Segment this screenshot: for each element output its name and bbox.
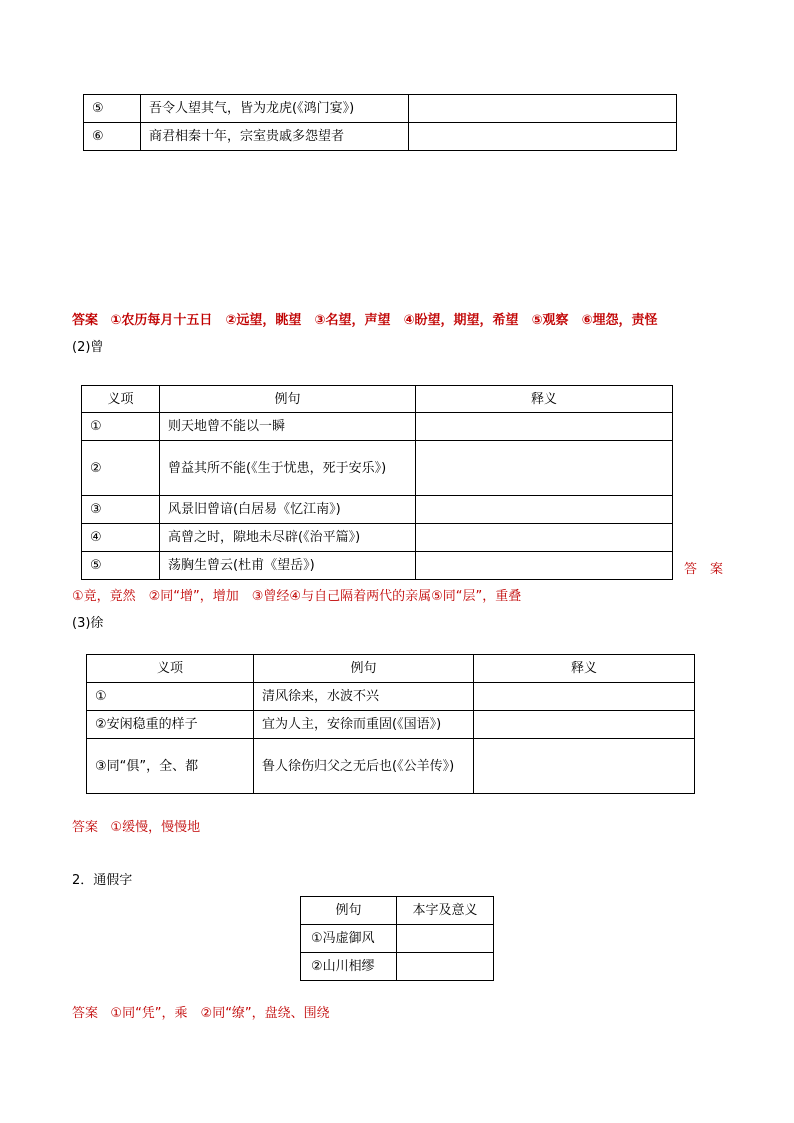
item-number: ⑤ — [84, 95, 141, 123]
meaning-cell — [416, 441, 673, 496]
item-number: ② — [82, 441, 160, 496]
item-number: ②安闲稳重的样子 — [87, 711, 254, 739]
meaning-cell — [416, 413, 673, 441]
meaning-cell — [409, 95, 677, 123]
meaning-cell — [416, 496, 673, 524]
answer-text-ceng: ①竟，竟然 ②同“增”，增加 ③曾经④与自己隔着两代的亲属⑤同“层”，重叠 — [72, 589, 522, 604]
meaning-cell — [474, 739, 695, 794]
item-number: ① — [82, 413, 160, 441]
example-sentence: 荡胸生曾云(杜甫《望岳》) — [160, 552, 416, 580]
table-header-row — [82, 386, 673, 413]
example-sentence: 风景旧曾谙(白居易《忆江南》) — [160, 496, 416, 524]
item-number: ① — [87, 683, 254, 711]
example-sentence: 高曾之时，隙地未尽辟(《治平篇》) — [160, 524, 416, 552]
example-sentence: 则天地曾不能以一瞬 — [160, 413, 416, 441]
answer-label: 答案 — [72, 1006, 99, 1021]
ceng-meaning-table — [81, 385, 673, 580]
table-row — [82, 413, 673, 441]
example-sentence: 鲁人徐伤归父之无后也(《公羊传》) — [254, 739, 474, 794]
meaning-cell — [474, 683, 695, 711]
example-sentence: ②山川相缪 — [301, 953, 397, 981]
item-number: ③同“俱”，全、都 — [87, 739, 254, 794]
meaning-cell — [397, 925, 494, 953]
item-number: ④ — [82, 524, 160, 552]
example-sentence: 商君相秦十年，宗室贵戚多怨望者 — [141, 123, 409, 151]
example-sentence: ①冯虚御风 — [301, 925, 397, 953]
answer-xu — [72, 818, 200, 838]
column-header: 例句 — [301, 897, 397, 925]
column-header: 释义 — [416, 386, 673, 413]
meaning-cell — [416, 524, 673, 552]
column-header: 义项 — [82, 386, 160, 413]
table-row — [82, 441, 673, 496]
example-sentence: 清风徐来，水波不兴 — [254, 683, 474, 711]
table-header-row — [301, 897, 494, 925]
table-row — [82, 524, 673, 552]
answer-label-ceng: 答 案 — [684, 562, 724, 577]
table-row — [87, 711, 695, 739]
meaning-cell — [409, 123, 677, 151]
table-row — [301, 953, 494, 981]
section-heading-ceng: (2)曾 — [72, 340, 104, 355]
table-row — [84, 123, 677, 151]
answer-text: ①同“凭”，乘 ②同“缭”，盘绕、围绕 — [110, 1006, 330, 1021]
xu-meaning-table — [86, 654, 695, 794]
meaning-cell — [397, 953, 494, 981]
section-heading-xu: (3)徐 — [72, 616, 104, 631]
column-header: 释义 — [474, 655, 695, 683]
answer-text: ①缓慢，慢慢地 — [110, 820, 201, 835]
column-header: 本字及意义 — [397, 897, 494, 925]
answer-tongjia — [72, 1004, 330, 1024]
answer-label: 答案 — [72, 313, 99, 328]
section-heading-tongjia: 2．通假字 — [72, 873, 133, 888]
table-header-row — [87, 655, 695, 683]
answer-wang — [72, 311, 657, 331]
item-number: ⑥ — [84, 123, 141, 151]
item-number: ⑤ — [82, 552, 160, 580]
table-row — [84, 95, 677, 123]
table-row — [87, 739, 695, 794]
table-row — [301, 925, 494, 953]
table-row — [82, 496, 673, 524]
column-header: 义项 — [87, 655, 254, 683]
meaning-cell — [416, 552, 673, 580]
column-header: 例句 — [160, 386, 416, 413]
example-sentence: 曾益其所不能(《生于忧患，死于安乐》) — [160, 441, 416, 496]
column-header: 例句 — [254, 655, 474, 683]
example-sentence: 吾令人望其气，皆为龙虎(《鸿门宴》) — [141, 95, 409, 123]
table-row — [87, 683, 695, 711]
item-number: ③ — [82, 496, 160, 524]
table-row — [82, 552, 673, 580]
example-sentence: 宜为人主，安徐而重固(《国语》) — [254, 711, 474, 739]
meaning-cell — [474, 711, 695, 739]
wang-meaning-table-continued — [83, 94, 677, 151]
answer-text: ①农历每月十五日 ②远望，眺望 ③名望，声望 ④盼望，期望，希望 ⑤观察 ⑥埋怨，责怪 — [110, 313, 658, 328]
tongjia-table — [300, 896, 494, 981]
answer-label: 答案 — [72, 820, 99, 835]
